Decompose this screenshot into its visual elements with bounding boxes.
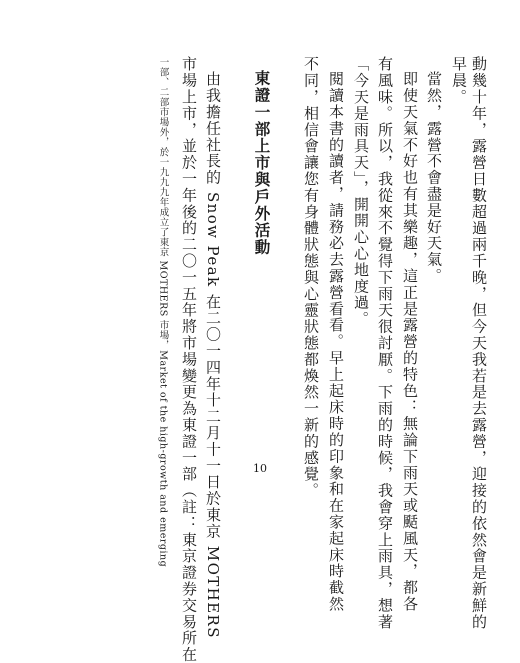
col-paragraph-line-2: 早晨。 [450,56,468,106]
col-paragraph-line-3: 當然，露營不會盡是好天氣。 [425,71,443,285]
col-paragraph-line-10: 市場上市，並於一年後的二〇一五年將市場變更為東證一部（註：東京證券交易所在 [180,56,198,663]
col-paragraph-line-4: 即使天氣不好也有其樂趣，這正是露營的特色：無論下雨天或颳風天，都各 [401,71,419,613]
col-paragraph-line-8: 不同，相信會讓您有身體狀態與心靈狀態都煥然一新的感覺。 [302,56,320,499]
col-paragraph-line-9: 由我擔任社長的 Snow Peak 在二〇一四年十二月十一日於東京 MOTHERS [204,71,222,639]
col-paragraph-line-1: 動幾十年，露營日數超過兩千晚，但今天我若是去露營，迎接的依然會是新鮮的 [470,56,488,630]
col-paragraph-line-6: 「今天是雨具天」，開開心心地度過。 [352,56,370,328]
col-paragraph-line-5: 有風味。所以，我從來不覺得下雨天很討厭。下雨的時候，我會穿上雨具，想著 [376,56,394,630]
page-number: 10 [253,462,267,475]
col-paragraph-line-7: 閱讀本書的讀者，請務必去露營看看。早上起床時的印象和在家起床時截然 [327,71,345,613]
col-footnote-line: 一部、二部市場外，於一九九九年成立了東京 MOTHERS 市場，Market of the high-growth and emerging [157,57,169,568]
col-section-heading: 東證一部上市與戶外活動 [252,70,272,256]
